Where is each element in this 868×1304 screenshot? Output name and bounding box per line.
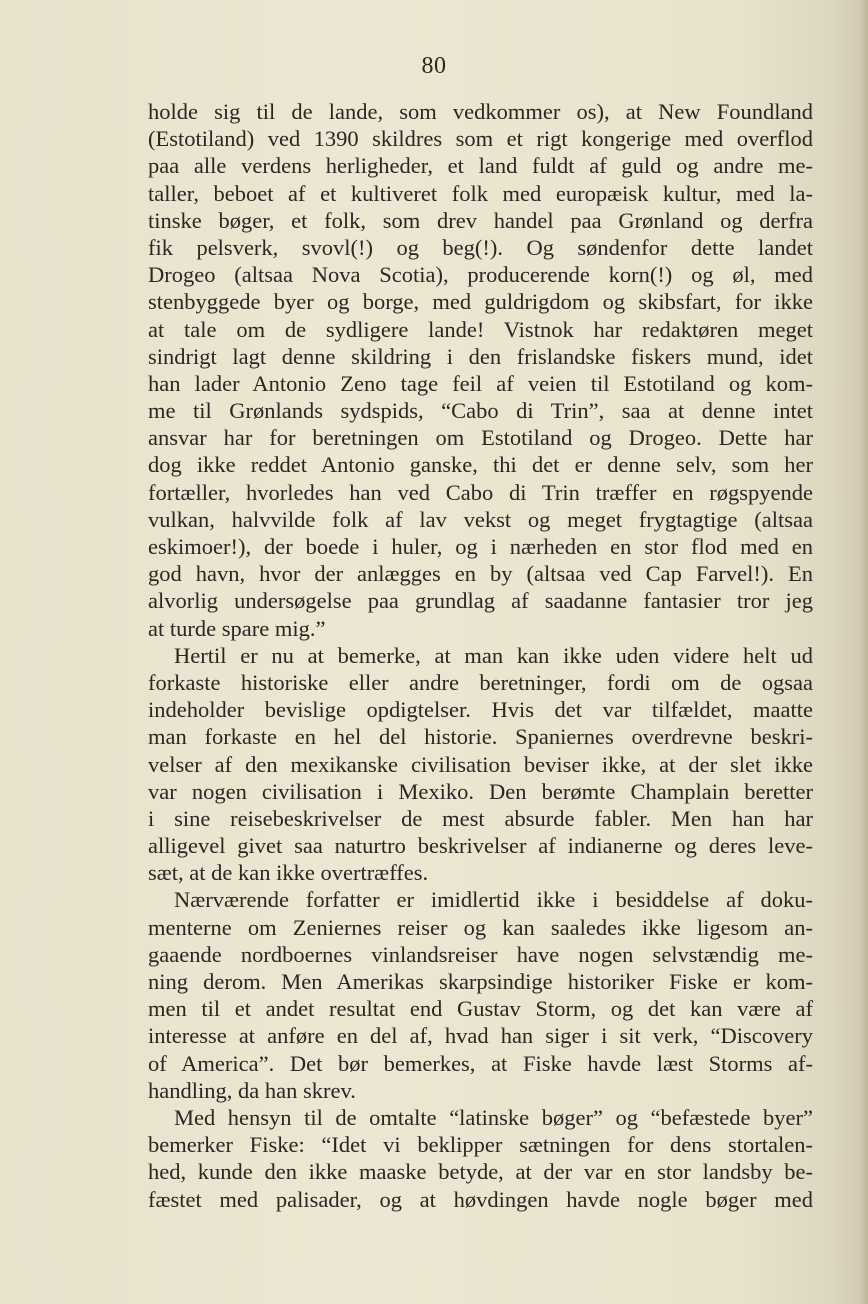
text-line: taller, beboet af et kultiveret folk med europæisk kultur, med la-: [148, 180, 813, 206]
text-line: fik pelsverk, svovl(!) og beg(!). Og søndenfor dette landet: [148, 234, 813, 260]
text-line: paa alle verdens herligheder, et land fuldt af guld og andre me-: [148, 153, 813, 179]
text-line: var nogen civilisation i Mexiko. Den berømte Champlain beretter: [148, 778, 813, 804]
text-line: of America”. Det bør bemerkes, at Fiske havde læst Storms af-: [148, 1050, 813, 1076]
text-line: ansvar har for beretningen om Estotiland og Drogeo. Dette har: [148, 425, 813, 451]
text-line: sæt, at de kan ikke overtræffes.: [148, 860, 429, 886]
text-line: menterne om Zeniernes reiser og kan saaledes ikke ligesom an-: [148, 914, 813, 940]
text-line: stenbyggede byer og borge, med guldrigdom og skibsfart, for ikke: [148, 289, 813, 315]
text-line: fortæller, hvorledes han ved Cabo di Trin træffer en røgspyende: [148, 479, 813, 505]
text-line: at tale om de sydligere lande! Vistnok har redaktøren meget: [148, 316, 813, 342]
text-line: velser af den mexikanske civilisation beviser ikke, at der slet ikke: [148, 751, 813, 777]
text-line: vulkan, halvvilde folk af lav vekst og meget frygtagtige (altsaa: [148, 506, 813, 532]
text-line: god havn, hvor der anlægges en by (altsaa ved Cap Farvel!). En: [148, 561, 813, 587]
text-line: Med hensyn til de omtalte “latinske bøger” og “befæstede byer”: [174, 1104, 813, 1130]
text-line: gaaende nordboernes vinlandsreiser have nogen selvstændig me-: [148, 941, 813, 967]
text-line: hed, kunde den ikke maaske betyde, at der var en stor landsby be-: [148, 1159, 813, 1185]
text-line: Hertil er nu at bemerke, at man kan ikke uden videre helt ud: [174, 642, 813, 668]
text-line: alligevel givet saa naturtro beskrivelser af indianerne og deres leve-: [148, 833, 813, 859]
text-line: (Estotiland) ved 1390 skildres som et rigt kongerige med overflod: [148, 126, 813, 152]
text-line: ning derom. Men Amerikas skarpsindige historiker Fiske er kom-: [148, 969, 813, 994]
page-number: 80: [421, 53, 447, 79]
text-line: han lader Antonio Zeno tage feil af veien til Estotiland og kom-: [148, 370, 813, 396]
page-edge: [858, 0, 868, 1304]
text-line: Drogeo (altsaa Nova Scotia), producerende korn(!) og øl, med: [148, 262, 813, 288]
text-line: bemerker Fiske: “Idet vi beklipper sætningen for dens stortalen-: [148, 1132, 813, 1158]
text-line: eskimoer!), der boede i huler, og i nærheden en stor flod med en: [148, 534, 813, 559]
text-line: men til et andet resultat end Gustav Storm, og det kan være af: [148, 996, 813, 1022]
text-line: me til Grønlands sydspids, “Cabo di Trin”, saa at denne intet: [148, 398, 813, 424]
text-line: man forkaste en hel del historie. Spaniernes overdrevne beskri-: [148, 724, 813, 750]
text-line: Nærværende forfatter er imidlertid ikke i besiddelse af doku-: [174, 887, 813, 913]
text-line: forkaste historiske eller andre beretninger, fordi om de ogsaa: [148, 669, 813, 695]
text-line: i sine reisebeskrivelser de mest absurde fabler. Men han har: [148, 805, 813, 831]
text-line: at turde spare mig.”: [148, 615, 326, 641]
text-line: handling, da han skrev.: [148, 1077, 356, 1103]
text-line: tinske bøger, et folk, som drev handel paa Grønland og derfra: [148, 207, 813, 233]
body-text: [148, 98, 813, 1213]
text-line: interesse at anføre en del af, hvad han siger i sit verk, “Discovery: [148, 1023, 813, 1049]
text-line: dog ikke reddet Antonio ganske, thi det er denne selv, som her: [148, 452, 813, 478]
text-line: sindrigt lagt denne skildring i den frislandske fiskers mund, idet: [148, 343, 813, 369]
text-line: fæstet med palisader, og at høvdingen havde nogle bøger med: [148, 1186, 813, 1212]
text-line: holde sig til de lande, som vedkommer os), at New Foundland: [148, 99, 813, 124]
text-line: indeholder bevislige opdigtelser. Hvis det var tilfældet, maatte: [148, 697, 813, 723]
text-line: alvorlig undersøgelse paa grundlag af saadanne fantasier tror jeg: [148, 588, 813, 614]
